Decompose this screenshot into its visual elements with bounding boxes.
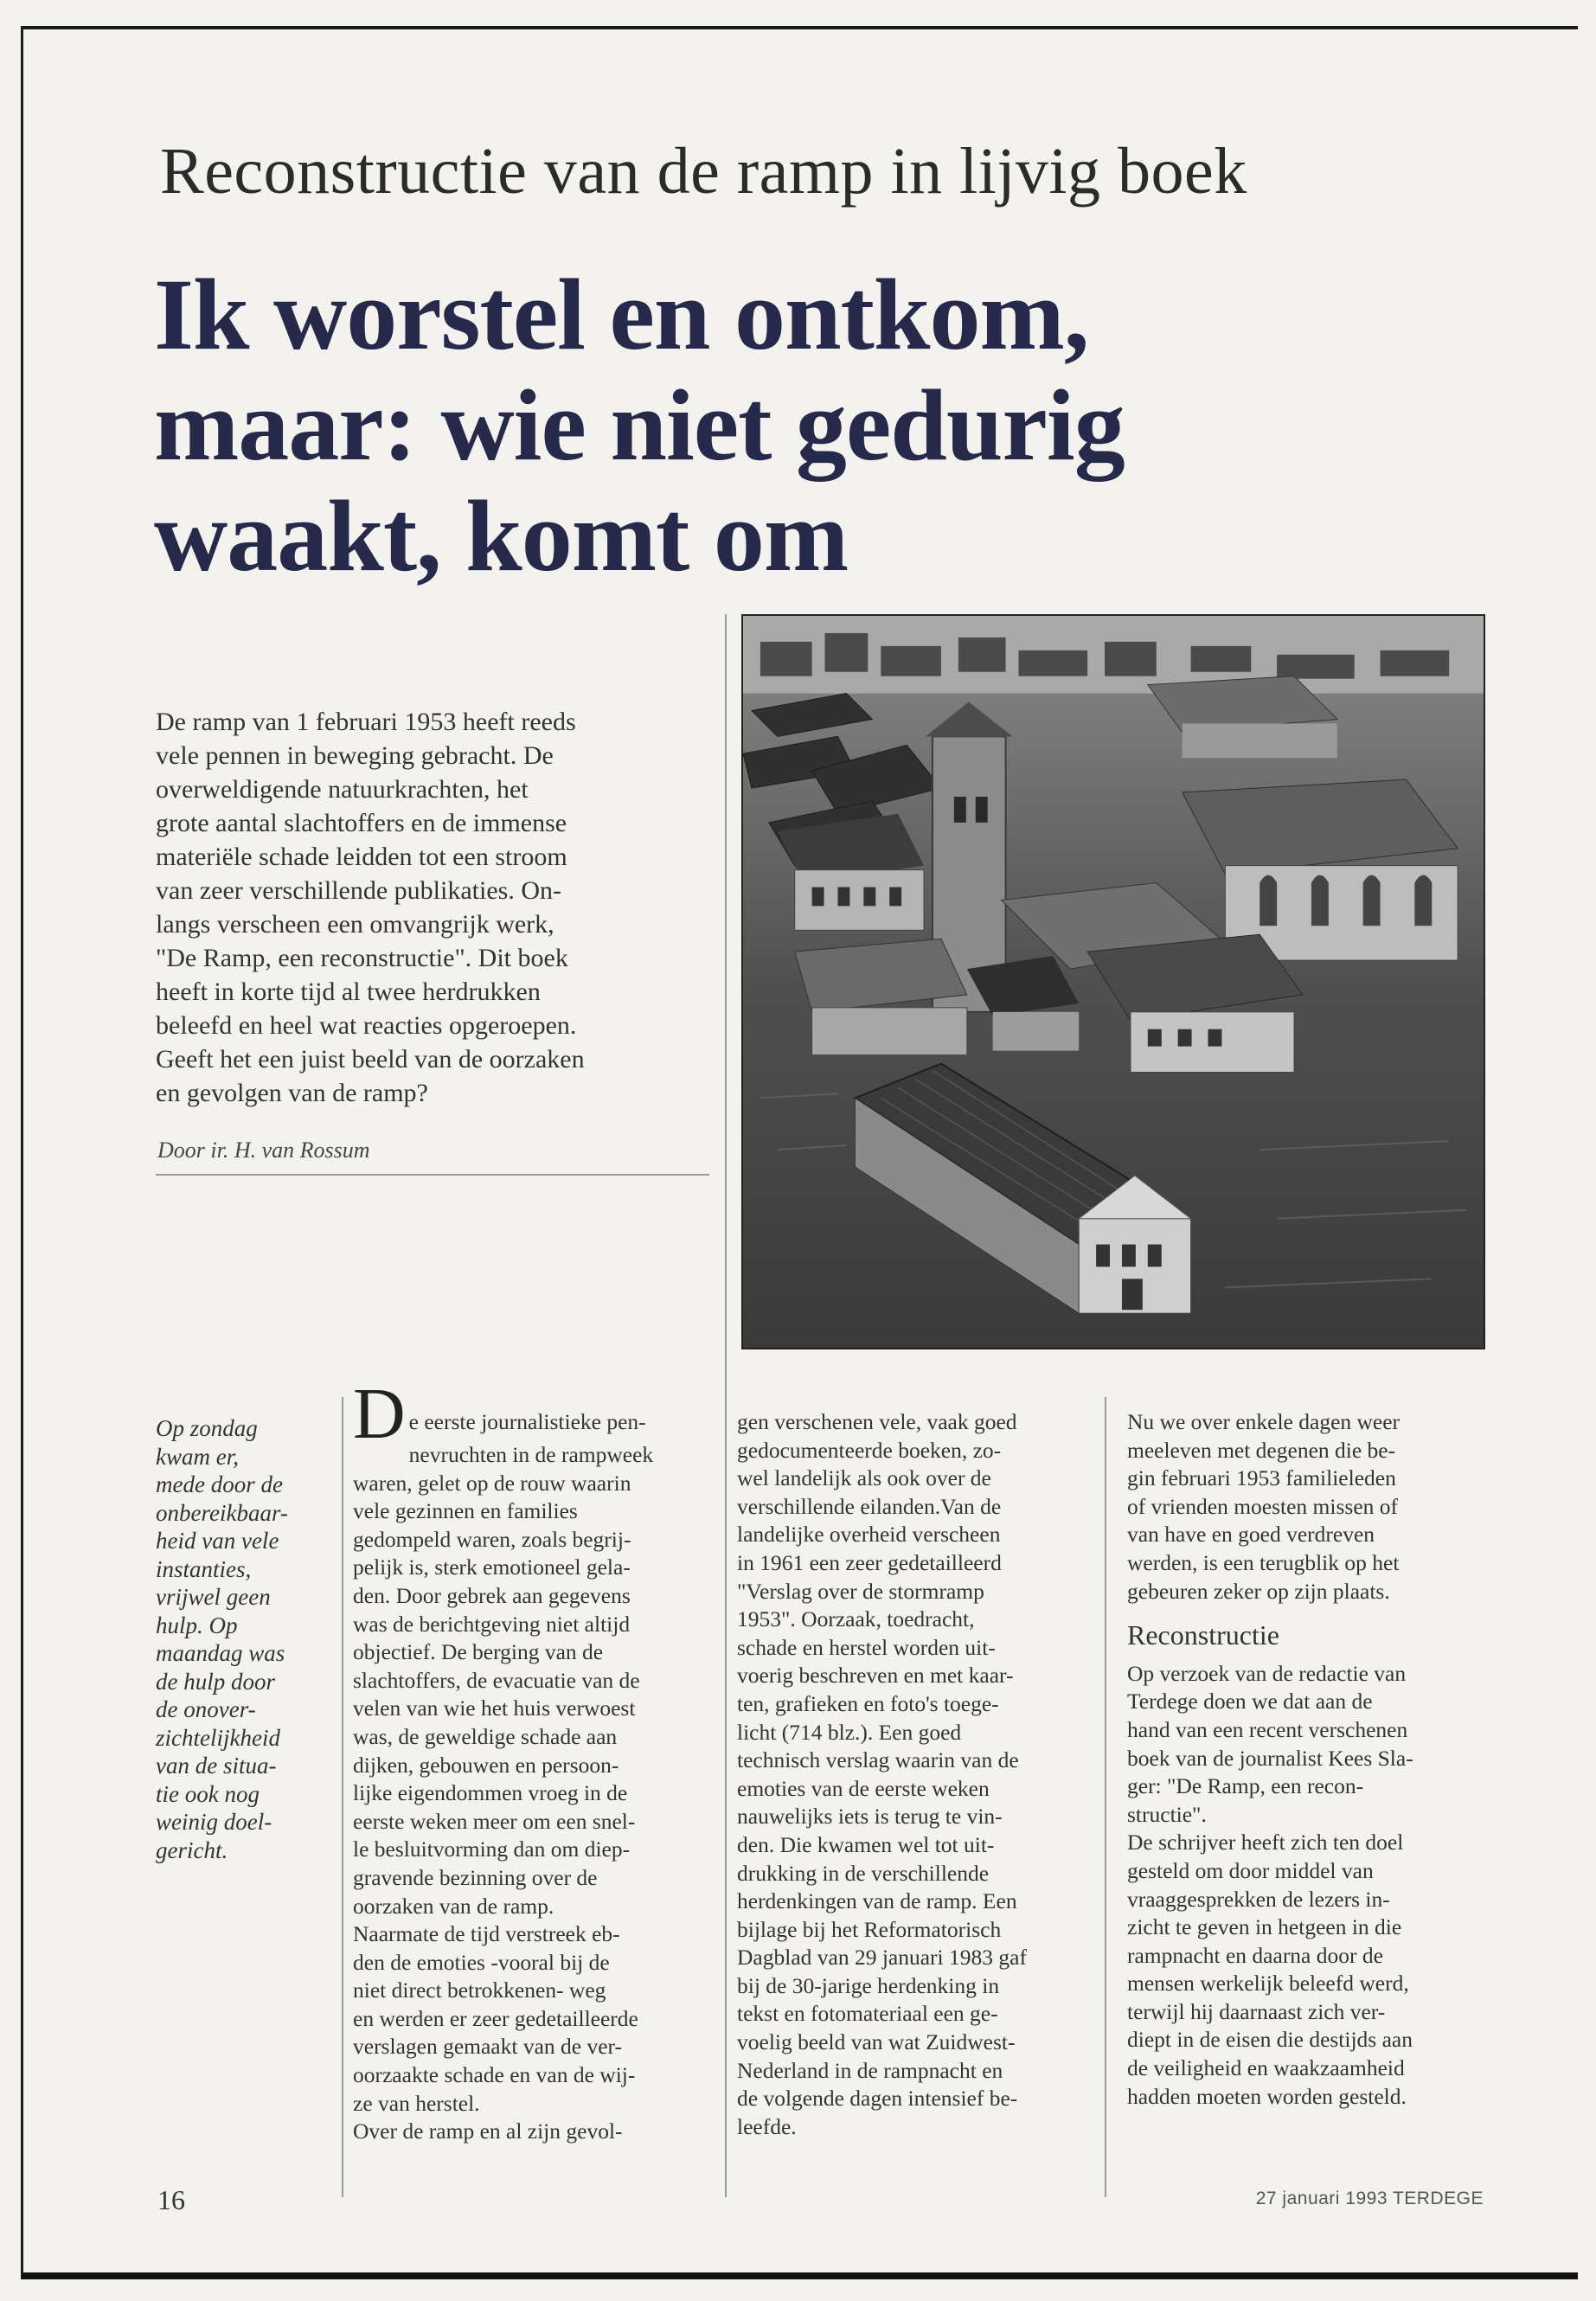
column-line: vele gezinnen en families xyxy=(353,1498,578,1524)
column-line: in 1961 een zeer gedetailleerd xyxy=(737,1549,1002,1575)
column-line: den. Door gebrek aan gegevens xyxy=(353,1582,631,1608)
column-line: structie". xyxy=(1127,1801,1207,1827)
column-line: den. Die kwamen wel tot uit- xyxy=(737,1831,995,1857)
column-line: van have en goed verdreven xyxy=(1127,1522,1375,1548)
column-line: bij de 30-jarige herdenking in xyxy=(737,1972,1000,1998)
column-line: was, de geweldige schade aan xyxy=(353,1723,618,1749)
intro-line: Geeft het een juist beeld van de oorzaken xyxy=(156,1045,585,1074)
pull-quote-line: Op zondag xyxy=(156,1415,258,1441)
column-line: wel landelijk als ook over de xyxy=(737,1465,991,1491)
headline-line: Ik worstel en ontkom, xyxy=(154,258,1089,371)
column-line: gravende bezinning over de xyxy=(353,1864,598,1890)
column-line: nevruchten in de rampweek xyxy=(408,1442,654,1467)
column-line: Nederland in de rampnacht en xyxy=(737,2057,1003,2083)
pull-quote-line: weinig doel- xyxy=(156,1809,272,1835)
column-line: drukking in de verschillende xyxy=(737,1860,990,1886)
column-line: nauwelijks iets is terug te vin- xyxy=(737,1804,1003,1830)
pull-quote-line: gericht. xyxy=(156,1836,228,1863)
article-kicker: Reconstructie van de ramp in lijvig boek xyxy=(160,135,1247,208)
column-line: verslagen gemaakt van de ver- xyxy=(353,2034,623,2060)
column-line: landelijke overheid verscheen xyxy=(737,1522,1001,1548)
column-line: ger: "De Ramp, een recon- xyxy=(1127,1773,1364,1799)
column-line: hand van een recent verschenen xyxy=(1127,1716,1408,1742)
column-line: waren, gelet op de rouw waarin xyxy=(353,1470,631,1496)
column-line: slachtoffers, de evacuatie van de xyxy=(353,1667,640,1693)
headline-line: waakt, komt om xyxy=(154,479,849,593)
column-line: objectief. De berging van de xyxy=(353,1639,604,1665)
intro-line: overweldigende natuurkrachten, het xyxy=(156,775,529,804)
column-line: gesteld om door middel van xyxy=(1127,1857,1374,1883)
column-line: meeleven met degenen die be- xyxy=(1127,1437,1396,1463)
column-line: gedocumenteerde boeken, zo- xyxy=(737,1437,1002,1463)
pull-quote-line: onbereikbaar- xyxy=(156,1499,288,1526)
flooded-village-photo xyxy=(741,614,1485,1349)
body-column-2 xyxy=(737,1408,1092,2141)
column-line: boek van de journalist Kees Sla- xyxy=(1127,1745,1413,1771)
intro-line: De ramp van 1 februari 1953 heeft reeds xyxy=(156,708,576,736)
intro-line: beleefd en heel wat reacties opgeroepen. xyxy=(156,1011,577,1040)
column-line: Naarmate de tijd verstreek eb- xyxy=(353,1921,620,1947)
column-line: werden, is een terugblik op het xyxy=(1127,1549,1400,1575)
byline: Door ir. H. van Rossum xyxy=(157,1138,370,1163)
column-line: vraaggesprekken de lezers in- xyxy=(1127,1886,1390,1912)
intro-line: en gevolgen van de ramp? xyxy=(156,1079,428,1107)
page-number: 16 xyxy=(157,2184,185,2215)
column-line: Terdege doen we dat aan de xyxy=(1127,1689,1373,1715)
column-line: voelig beeld van wat Zuidwest- xyxy=(737,2029,1016,2055)
column-line: tekst en fotomateriaal een ge- xyxy=(737,2001,998,2027)
column-line: lijke eigendommen vroeg in de xyxy=(353,1780,628,1806)
column-line: De schrijver heeft zich ten doel xyxy=(1127,1830,1404,1856)
column-line: was de berichtgeving niet altijd xyxy=(353,1611,631,1637)
intro-line: langs verscheen een omvangrijk werk, xyxy=(156,910,554,939)
column-line: herdenkingen van de ramp. Een xyxy=(737,1888,1017,1914)
column-line: schade en herstel worden uit- xyxy=(737,1634,996,1660)
column-line: de volgende dagen intensief be- xyxy=(737,2086,1018,2112)
column-line: pelijk is, sterk emotioneel gela- xyxy=(353,1554,631,1580)
pull-quote-line: vrijwel geen xyxy=(156,1584,271,1610)
column-line: licht (714 blz.). Een goed xyxy=(737,1719,962,1745)
column-line: leefde. xyxy=(737,2113,797,2139)
column-line: de veiligheid en waakzaamheid xyxy=(1127,2055,1405,2081)
pull-quote-line: mede door de xyxy=(156,1471,283,1497)
pull-quote-line: tie ook nog xyxy=(156,1780,260,1807)
column-line: gen verschenen vele, vaak goed xyxy=(737,1409,1017,1434)
pull-quote xyxy=(156,1414,329,1864)
pull-quote-line: de onover- xyxy=(156,1696,256,1722)
headline-line: maar: wie niet gedurig xyxy=(154,369,1125,482)
column-line: velen van wie het huis verwoest xyxy=(353,1695,636,1721)
column-line: eerste weken meer om een snel- xyxy=(353,1808,636,1834)
column-line: of vrienden moesten missen of xyxy=(1127,1493,1399,1519)
column-line: gebeuren zeker op zijn plaats. xyxy=(1127,1578,1390,1604)
column-line: technisch verslag waarin van de xyxy=(737,1747,1019,1773)
pull-quote-line: hulp. Op xyxy=(156,1612,238,1638)
column-divider xyxy=(1105,1397,1106,2197)
column-divider xyxy=(342,1397,343,2197)
column-line: le besluitvorming dan om diep- xyxy=(353,1836,631,1862)
body-column-1 xyxy=(353,1374,699,2146)
column-line: Op verzoek van de redactie van xyxy=(1127,1660,1407,1686)
column-line: niet direct betrokkenen- weg xyxy=(353,1977,606,2003)
intro-line: vele pennen in beweging gebracht. De xyxy=(156,741,554,770)
intro-line: grote aantal slachtoffers en de immense xyxy=(156,809,567,837)
column-line: ze van herstel. xyxy=(353,2090,480,2116)
column-line: emoties van de eerste weken xyxy=(737,1775,990,1801)
column-divider xyxy=(725,614,727,2197)
pull-quote-line: de hulp door xyxy=(156,1668,275,1695)
flooded-village-aerial-photo-icon xyxy=(743,616,1484,1348)
drop-cap: D xyxy=(353,1374,406,1454)
intro-line: materiële schade leidden tot een stroom xyxy=(156,843,567,871)
column-line: dijken, gebouwen en persoon- xyxy=(353,1752,619,1778)
section-subhead: Reconstructie xyxy=(1127,1619,1279,1651)
column-line: voerig beschreven en met kaar- xyxy=(737,1663,1014,1689)
column-line: terwijl hij daarnaast zich ver- xyxy=(1127,1998,1386,2024)
column-line: zicht te geven in hetgeen in die xyxy=(1127,1914,1402,1940)
pull-quote-line: zichtelijkheid xyxy=(156,1724,280,1751)
pull-quote-line: maandag was xyxy=(156,1640,285,1666)
column-line: rampnacht en daarna door de xyxy=(1127,1942,1383,1968)
pull-quote-line: heid van vele xyxy=(156,1528,279,1554)
column-line: Nu we over enkele dagen weer xyxy=(1127,1409,1401,1434)
column-line: "Verslag over de stormramp xyxy=(737,1578,984,1604)
column-line: mensen werkelijk beleefd werd, xyxy=(1127,1971,1409,1997)
column-line: oorzaken van de ramp. xyxy=(353,1893,554,1919)
column-line: Over de ramp en al zijn gevol- xyxy=(353,2118,623,2144)
column-line: verschillende eilanden.Van de xyxy=(737,1493,1002,1519)
pull-quote-line: kwam er, xyxy=(156,1443,239,1470)
article-intro xyxy=(156,705,709,1110)
intro-line: heeft in korte tijd al twee herdrukken xyxy=(156,977,541,1006)
column-line: gin februari 1953 familieleden xyxy=(1127,1465,1396,1491)
byline-rule xyxy=(156,1174,709,1176)
column-line: Dagblad van 29 januari 1983 gaf xyxy=(737,1945,1027,1971)
column-line: hadden moeten worden gesteld. xyxy=(1127,2083,1407,2109)
column-line: oorzaakte schade en van de wij- xyxy=(353,2062,636,2088)
column-line: gedompeld waren, zoals begrij- xyxy=(353,1526,631,1552)
article-headline xyxy=(154,260,1408,592)
pull-quote-line: instanties, xyxy=(156,1555,252,1582)
pull-quote-line: van de situa- xyxy=(156,1753,277,1779)
column-line: ten, grafieken en foto's toege- xyxy=(737,1690,999,1716)
intro-line: van zeer verschillende publikaties. On- xyxy=(156,876,561,905)
intro-line: "De Ramp, een reconstructie". Dit boek xyxy=(156,944,568,972)
column-line: bijlage bij het Reformatorisch xyxy=(737,1916,1002,1942)
column-line: 1953". Oorzaak, toedracht, xyxy=(737,1606,975,1632)
column-line: en werden er zeer gedetailleerde xyxy=(353,2005,638,2031)
body-column-3 xyxy=(1127,1408,1490,2111)
publication-date: 27 januari 1993 TERDEGE xyxy=(1255,2189,1484,2208)
column-line: den de emoties -vooral bij de xyxy=(353,1949,610,1975)
column-line: e eerste journalistieke pen- xyxy=(408,1409,646,1434)
column-line: diept in de eisen die destijds aan xyxy=(1127,2027,1413,2053)
